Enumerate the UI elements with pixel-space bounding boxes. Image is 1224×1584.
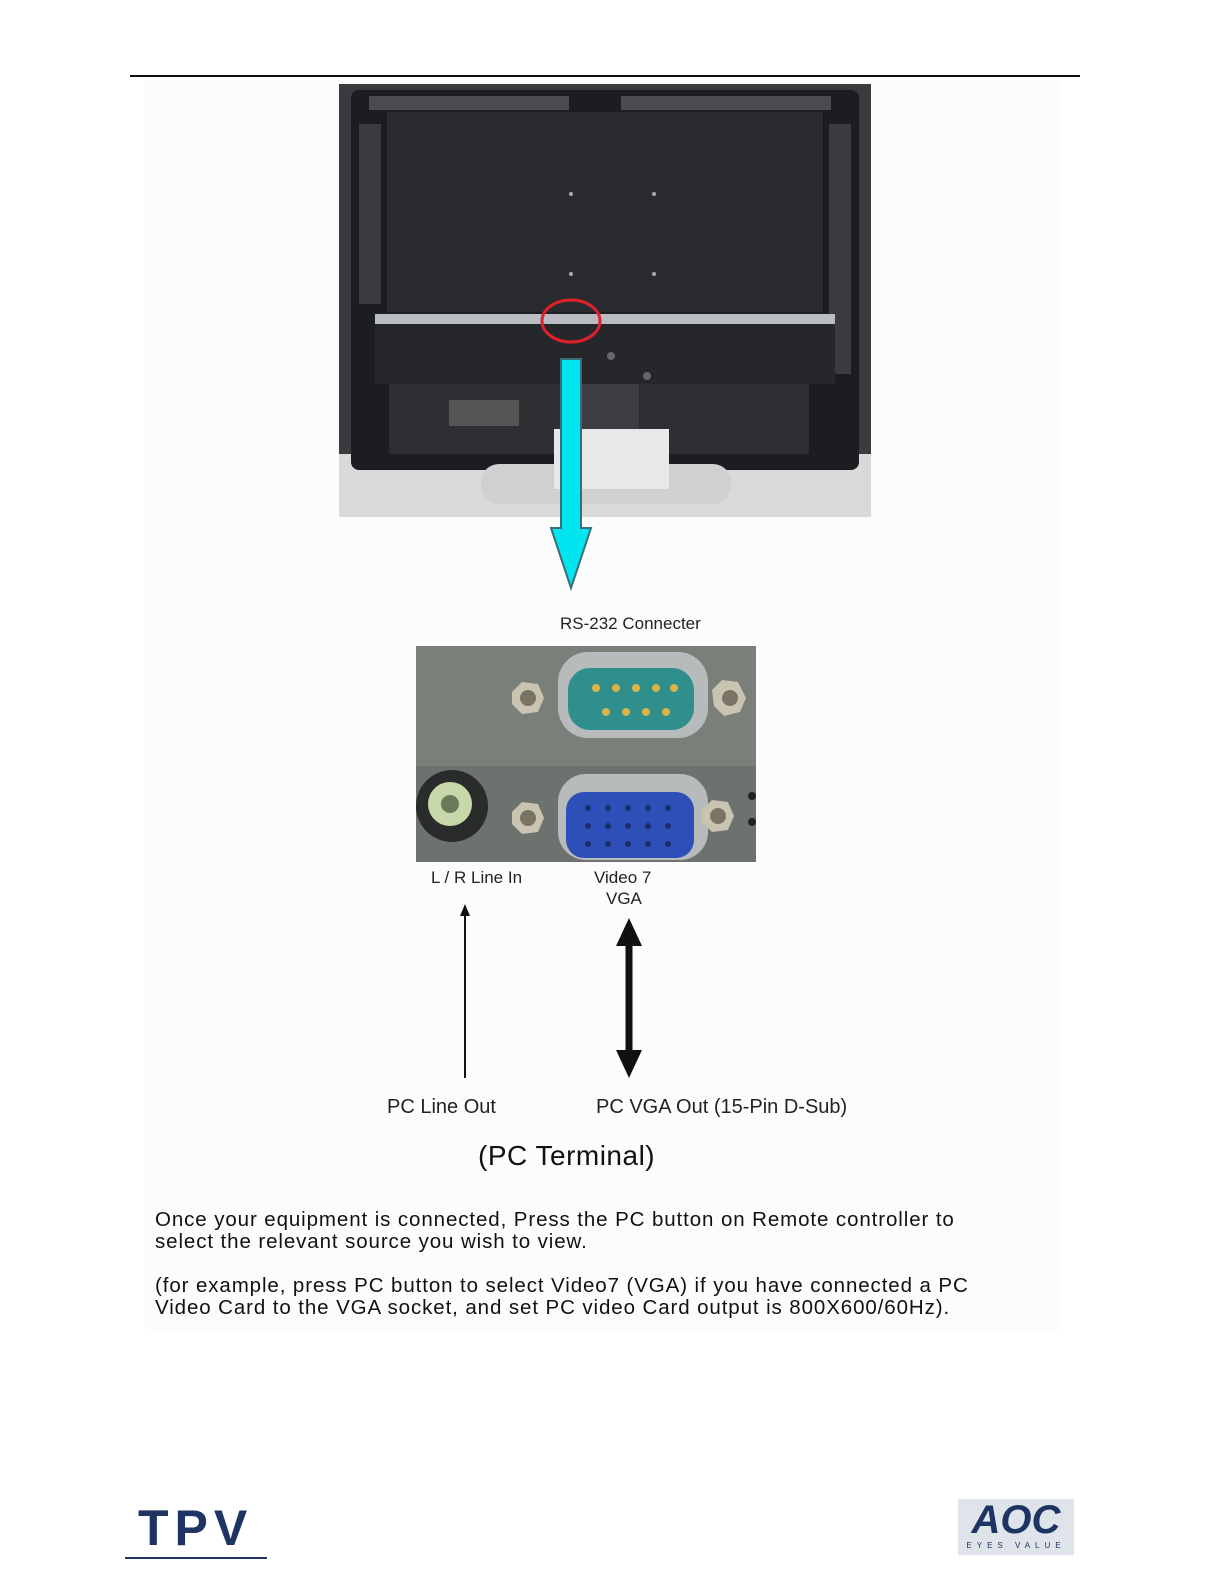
aoc-logo: [958, 1499, 1074, 1555]
up-arrow-icon: [458, 904, 472, 1080]
tpv-logo: TPV: [138, 1500, 254, 1556]
tpv-logo-underline: [125, 1557, 267, 1559]
cyan-down-arrow-icon: [548, 356, 594, 592]
aoc-logo-text: AOC: [971, 1498, 1061, 1542]
pc-vga-out-label: PC VGA Out (15-Pin D-Sub): [596, 1096, 848, 1118]
aoc-logo-tagline: EYES VALUE: [966, 1541, 1066, 1550]
paragraph-2-line-2: Video Card to the VGA socket, and set PC video Card output is 800X600/60Hz).: [155, 1296, 951, 1319]
paragraph-2-line-1: (for example, press PC button to select Video7 (VGA) if you have connected a PC: [155, 1274, 969, 1297]
section-title: (PC Terminal): [478, 1140, 656, 1171]
paragraph-2: [155, 1275, 1075, 1319]
paragraph-1-line-2: select the relevant source you wish to view.: [155, 1230, 588, 1253]
paragraph-1: [155, 1209, 1075, 1253]
rs232-label: RS-232 Connecter: [560, 614, 701, 633]
double-arrow-icon: [614, 918, 644, 1080]
vga-label: VGA: [606, 889, 642, 908]
paragraph-1-line-1: Once your equipment is connected, Press the PC button on Remote controller to: [155, 1208, 955, 1231]
monitor-back-photo: [339, 84, 871, 517]
connector-closeup-photo: [416, 646, 756, 862]
lr-line-in-label: L / R Line In: [431, 868, 523, 887]
header-rule: [130, 75, 1080, 77]
video7-label: Video 7: [594, 868, 652, 887]
pc-line-out-label: PC Line Out: [387, 1096, 496, 1118]
